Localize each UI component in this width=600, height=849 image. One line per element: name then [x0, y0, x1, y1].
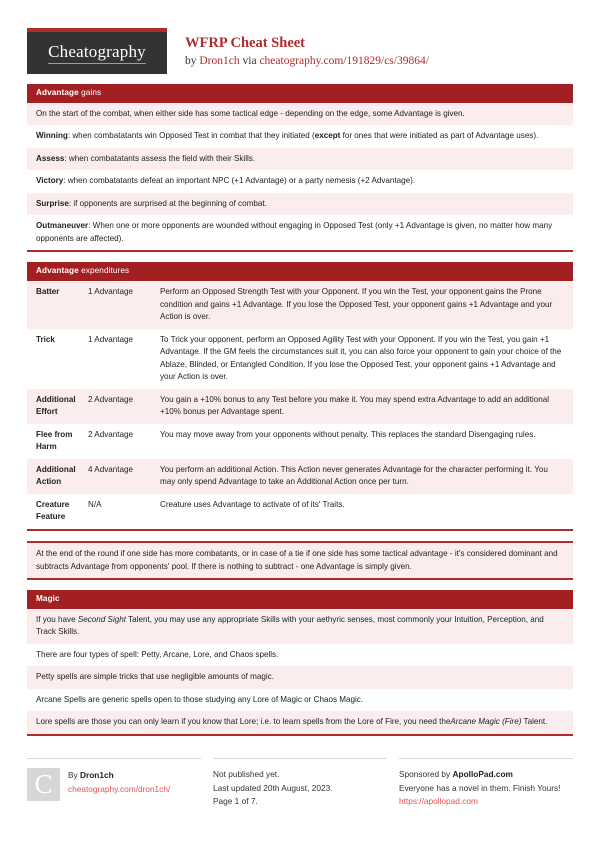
- author-byline: [68, 769, 170, 783]
- row-lead: Surprise: [36, 198, 69, 208]
- sponsor-tagline: Everyone has a novel in them. Finish Yours!: [399, 782, 561, 793]
- list-item: [27, 125, 573, 148]
- section-title-advantage-gains: [27, 84, 573, 103]
- page-header: [27, 0, 573, 84]
- expenditure-description: You gain a +10% bonus to any Test before you make it. You may spend extra Advantage to add an additional +10% bonus per Advantage spent.: [160, 394, 550, 417]
- list-item: [27, 170, 573, 193]
- logo-box: [27, 32, 167, 74]
- author-link[interactable]: Dron1ch: [199, 55, 240, 68]
- list-item: [27, 215, 573, 250]
- section-title-rest: gains: [78, 88, 102, 97]
- publish-status: Not published yet.: [213, 768, 280, 779]
- section-title-rest: expenditures: [78, 266, 130, 276]
- list-item: [27, 666, 573, 689]
- row-text: : when combatatants win Opposed Test in combat that they initiated (except for ones that were initiated as part of Advantage uses).: [67, 131, 539, 141]
- expenditure-cost: 2 Advantage: [88, 429, 134, 439]
- sponsor-url-link[interactable]: https://apollopad.com: [399, 796, 478, 807]
- row-text-italic: Second Sight: [77, 614, 127, 624]
- page-title: WFRP Cheat Sheet: [185, 35, 306, 51]
- row-text-italic: Arcane Magic (Fire): [450, 717, 522, 727]
- row-text-post: Talent, you may use any appropriate Skills with your aethyric senses, most commonly your Intuition, Perception, and Track Skills.: [36, 614, 544, 637]
- row-text: : When one or more opponents are wounded without engaging in Opposed Test (only +1 Advantage is given, no matter how many opponents are affected).: [36, 221, 553, 243]
- row-text: Petty spells are simple tricks that use negligible amounts of magic.: [36, 672, 274, 682]
- row-text: On the start of the combat, when either side has some tactical edge - depending on the edge, some Advantage is given.: [36, 108, 465, 118]
- section-title-bold: Magic: [36, 594, 60, 604]
- expenditure-name: Flee from Harm: [36, 429, 73, 452]
- sponsor-prefix: Sponsored by: [399, 768, 453, 779]
- table-row: [27, 424, 573, 459]
- row-text: : when combatatants defeat an important NPC (+1 Advantage) or a party nemesis (+2 Advantage).: [63, 176, 416, 186]
- expenditure-description: You may move away from your opponents without penalty. This replaces the standard Disengaging rules.: [160, 429, 536, 439]
- section-title-bold: Advantage: [36, 266, 79, 276]
- row-lead: Victory: [36, 176, 64, 186]
- section-title-advantage-expenditures: [27, 262, 573, 281]
- row-inner-bold: except: [314, 131, 341, 141]
- dominance-note: At the end of the round if one side has more combatants, or in case of a tie if one side has some tactical advantage - it's considered dominant and subtracts Advantage from opponents' pool. If there is nothing to subtract - one Advantage is simply given.: [27, 541, 573, 578]
- table-row: [27, 494, 573, 529]
- list-item: [27, 193, 573, 216]
- byline-via: via: [239, 55, 260, 68]
- author-name: Dron1ch: [80, 769, 114, 780]
- section-advantage-gains: [27, 84, 573, 252]
- expenditure-name: Additional Effort: [36, 394, 76, 417]
- row-lead: Winning: [36, 131, 68, 141]
- expenditure-description: You perform an additional Action. This Action never generates Advantage for the character performing it. You may only spend Advantage to take an Additional Action once per turn.: [160, 464, 548, 487]
- last-updated: Last updated 20th August, 2023.: [213, 782, 333, 793]
- section-magic: [27, 590, 573, 736]
- list-item: [27, 609, 573, 644]
- row-text-pre: Lore spells are those you can only learn if you know that Lore; i.e. to learn spells from the Lore of Fire, you need the: [36, 717, 451, 727]
- table-row: [27, 281, 573, 329]
- title-block: [185, 28, 429, 69]
- expenditure-name: Additional Action: [36, 464, 76, 487]
- expenditure-name: Batter: [36, 287, 60, 297]
- section-dominance-note: [27, 541, 573, 580]
- expenditure-cost: 1 Advantage: [88, 334, 134, 344]
- table-row: [27, 389, 573, 424]
- expenditure-description: Perform an Opposed Strength Test with your Opponent. If you win the Test, your opponent gains the Prone condition and gains +1 Advantage. If you lose the Opposed Test, your opponent gains +1 Advantage and your Action is over.: [160, 287, 553, 322]
- sponsor-line: [399, 768, 563, 782]
- expenditure-name: Creature Feature: [36, 499, 70, 522]
- expenditure-description: Creature uses Advantage to activate of of its' Traits.: [160, 499, 345, 509]
- row-text: Arcane Spells are generic spells open to those studying any Lore of Magic or Chaos Magic.: [36, 694, 364, 704]
- row-text: There are four types of spell: Petty, Arcane, Lore, and Chaos spells.: [36, 649, 279, 659]
- sponsor-name[interactable]: ApolloPad.com: [452, 768, 513, 779]
- footer-publish-column: [213, 758, 387, 809]
- byline-prefix: by: [185, 55, 200, 68]
- page-number: Page 1 of 7.: [213, 796, 258, 807]
- row-lead: Outmaneuver: [36, 221, 89, 231]
- logo-wordmark: Cheatography: [48, 42, 146, 64]
- row-lead: Assess: [36, 153, 65, 163]
- author-profile-link[interactable]: cheatography.com/dron1ch/: [68, 783, 171, 794]
- table-row: [27, 459, 573, 494]
- list-item: [27, 711, 573, 734]
- list-item: [27, 103, 573, 126]
- list-item: [27, 689, 573, 712]
- row-text-post: Talent.: [521, 717, 548, 727]
- row-text-pre: If you have: [36, 614, 78, 624]
- cheatography-logo[interactable]: [27, 28, 167, 74]
- expenditure-name: Trick: [36, 334, 55, 344]
- expenditure-cost: 1 Advantage: [88, 287, 134, 297]
- avatar: C: [27, 768, 60, 801]
- row-text: : if opponents are surprised at the beginning of combat.: [68, 198, 267, 208]
- section-advantage-expenditures: [27, 262, 573, 531]
- list-item: [27, 644, 573, 667]
- footer-author-column: [27, 758, 201, 809]
- footer-sponsor-column: [399, 758, 573, 809]
- list-item: [27, 148, 573, 171]
- expenditure-description: To Trick your opponent, perform an Opposed Agility Test with your Opponent. If you win the Test, you gain +1 Advantage. If the GM feels the circumstances suit it, you can also force your opponent to gain your choice of the Ablaze, Blinded, or Entangled Condition. If you lose the Opposed Test, your opponent gains +1 Advantage and your Action is over.: [160, 334, 562, 382]
- byline: [185, 54, 429, 69]
- table-row: [27, 329, 573, 389]
- author-lines: [68, 768, 170, 796]
- row-text: : when combatatants assess the field with their Skills.: [64, 153, 256, 163]
- by-label: By: [68, 769, 80, 780]
- source-url-link[interactable]: cheatography.com/191829/cs/39864/: [259, 55, 429, 68]
- page-footer: [27, 746, 573, 809]
- section-title-bold: Advantage: [36, 88, 79, 97]
- section-title-magic: [27, 590, 573, 609]
- expenditure-cost: 2 Advantage: [88, 394, 134, 404]
- expenditure-cost: N/A: [88, 499, 102, 509]
- expenditure-cost: 4 Advantage: [88, 464, 134, 474]
